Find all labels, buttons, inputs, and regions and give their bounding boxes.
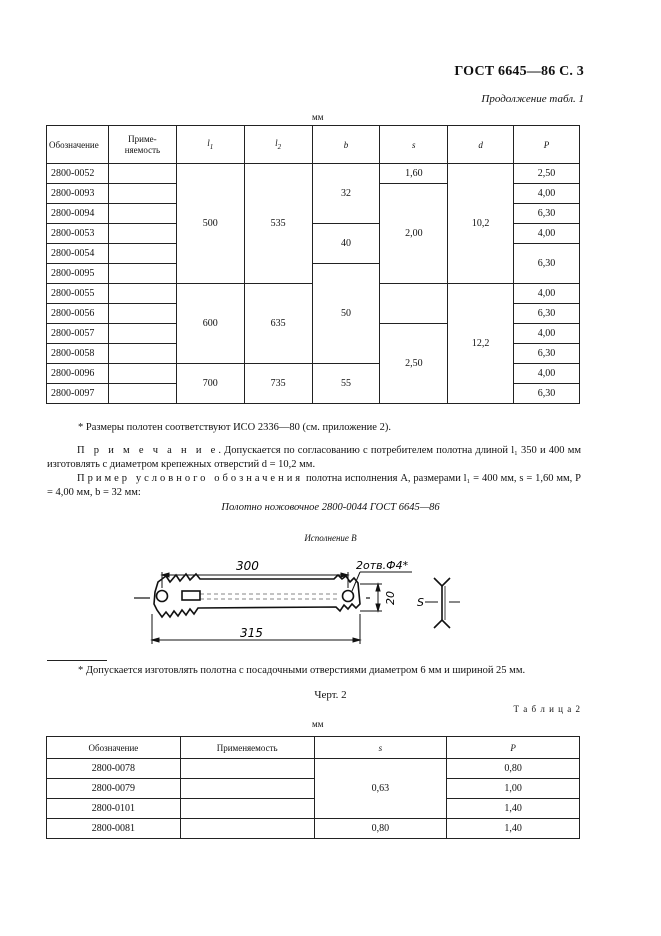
designation-cell: 2800-0093 (47, 184, 109, 204)
s-cell: 2,00 (380, 184, 448, 284)
l2-cell: 535 (244, 164, 312, 284)
d-cell: 12,2 (448, 284, 514, 404)
applicability-cell (108, 164, 176, 184)
header-l2: $l_2$ (244, 126, 312, 164)
table-row (47, 779, 580, 799)
p-cell: 6,30 (514, 204, 580, 224)
designation-cell: 2800-0057 (47, 324, 109, 344)
designation-cell: 2800-0078 (47, 759, 181, 779)
l1-cell: 700 (176, 364, 244, 404)
footnote-divider (47, 660, 107, 661)
designation-cell: 2800-0055 (47, 284, 109, 304)
l2-cell: 635 (244, 284, 312, 364)
header-p: P (514, 126, 580, 164)
p-cell: 4,00 (514, 324, 580, 344)
header-designation: Обозначение (47, 737, 181, 759)
dim-315: 315 (240, 626, 263, 640)
p-cell: 1,00 (447, 779, 580, 799)
applicability-cell (108, 384, 176, 404)
l1-cell: 500 (176, 164, 244, 284)
table-row (47, 164, 580, 184)
blade-drawing (120, 548, 480, 648)
applicability-cell (108, 184, 176, 204)
applicability-cell (180, 759, 314, 779)
p-cell: 4,00 (514, 224, 580, 244)
p-cell: 6,30 (514, 244, 580, 284)
applicability-cell (180, 779, 314, 799)
applicability-cell (108, 244, 176, 264)
applicability-cell (108, 324, 176, 344)
table-row (47, 799, 580, 819)
p-cell: 4,00 (514, 284, 580, 304)
table1-unit: мм (312, 112, 324, 122)
p-cell: 6,30 (514, 344, 580, 364)
designation-cell: 2800-0095 (47, 264, 109, 284)
holes-label: 2отв.Ф4* (356, 559, 409, 572)
designation-cell: 2800-0053 (47, 224, 109, 244)
footnote-holes: * Допускается изготовлять полотна с посадочными отверстиями диаметром 6 мм и шириной 25 мм. (78, 665, 526, 676)
header-b: b (312, 126, 380, 164)
p-cell: 0,80 (447, 759, 580, 779)
applicability-cell (108, 364, 176, 384)
table1 (46, 125, 580, 404)
applicability-cell (108, 304, 176, 324)
dim-300: 300 (236, 559, 259, 573)
example-designation: Полотно ножовочное 2800-0044 ГОСТ 6645—86 (221, 502, 440, 513)
table2-unit: мм (312, 719, 324, 729)
designation-cell: 2800-0097 (47, 384, 109, 404)
s-cell: 0,80 (314, 819, 447, 839)
designation-cell: 2800-0081 (47, 819, 181, 839)
designation-cell: 2800-0096 (47, 364, 109, 384)
b-cell: 32 (312, 164, 380, 224)
table-row (47, 819, 580, 839)
header-l1: $l_1$ (176, 126, 244, 164)
table1-header-row (47, 126, 580, 164)
b-cell: 55 (312, 364, 380, 404)
table2 (46, 736, 580, 839)
designation-cell: 2800-0058 (47, 344, 109, 364)
p-cell: 4,00 (514, 364, 580, 384)
table-continuation-label: Продолжение табл. 1 (481, 93, 584, 105)
designation-cell: 2800-0052 (47, 164, 109, 184)
remark-paragraph: П р и м е ч а н и е. Допускается по согласованию с потребителем полотна длиной l₁ 350 и 400 мм изготовлять с диаметром крепежных отверстий d = 10,2 мм. (47, 445, 581, 470)
figure-caption: Черт. 2 (314, 689, 347, 701)
designation-cell: 2800-0094 (47, 204, 109, 224)
p-cell: 6,30 (514, 384, 580, 404)
applicability-cell (108, 224, 176, 244)
s-cell: 2,50 (380, 324, 448, 404)
header-designation: Обозначение (47, 126, 109, 164)
p-cell: 4,00 (514, 184, 580, 204)
table-row (47, 759, 580, 779)
s-cell: 1,60 (380, 164, 448, 184)
p-cell: 1,40 (447, 799, 580, 819)
header-s: s (314, 737, 447, 759)
applicability-cell (108, 204, 176, 224)
d-cell: 10,2 (448, 164, 514, 284)
s-label: S (417, 596, 424, 609)
applicability-cell (180, 799, 314, 819)
table2-header-row (47, 737, 580, 759)
p-cell: 6,30 (514, 304, 580, 324)
l1-cell: 600 (176, 284, 244, 364)
drawing-title: Исполнение В (304, 533, 357, 543)
p-cell: 2,50 (514, 164, 580, 184)
page-header: ГОСТ 6645—86 С. 3 (454, 64, 584, 79)
designation-cell: 2800-0054 (47, 244, 109, 264)
s-cell: 0,63 (314, 759, 447, 819)
header-s: s (380, 126, 448, 164)
l2-cell: 735 (244, 364, 312, 404)
applicability-cell (108, 264, 176, 284)
dim-20: 20 (384, 591, 397, 605)
applicability-cell (180, 819, 314, 839)
header-p: P (447, 737, 580, 759)
s-cell (380, 284, 448, 324)
header-applicability: Приме- няемость (108, 126, 176, 164)
b-cell: 50 (312, 264, 380, 364)
applicability-cell (108, 284, 176, 304)
header-applicability: Применяемость (180, 737, 314, 759)
p-cell: 1,40 (447, 819, 580, 839)
footnote-sizes: * Размеры полотен соответствуют ИСО 2336—80 (см. приложение 2). (78, 422, 391, 433)
header-d: d (448, 126, 514, 164)
table2-label: Т а б л и ц а 2 (513, 704, 581, 714)
b-cell: 40 (312, 224, 380, 264)
applicability-cell (108, 344, 176, 364)
designation-cell: 2800-0101 (47, 799, 181, 819)
designation-cell: 2800-0056 (47, 304, 109, 324)
example-paragraph: Пример условного обозначения полотна исполнения А, размерами l₁ = 400 мм, s = 1,60 мм, P = 4,00 мм, b = 32 мм: (47, 473, 582, 498)
designation-cell: 2800-0079 (47, 779, 181, 799)
